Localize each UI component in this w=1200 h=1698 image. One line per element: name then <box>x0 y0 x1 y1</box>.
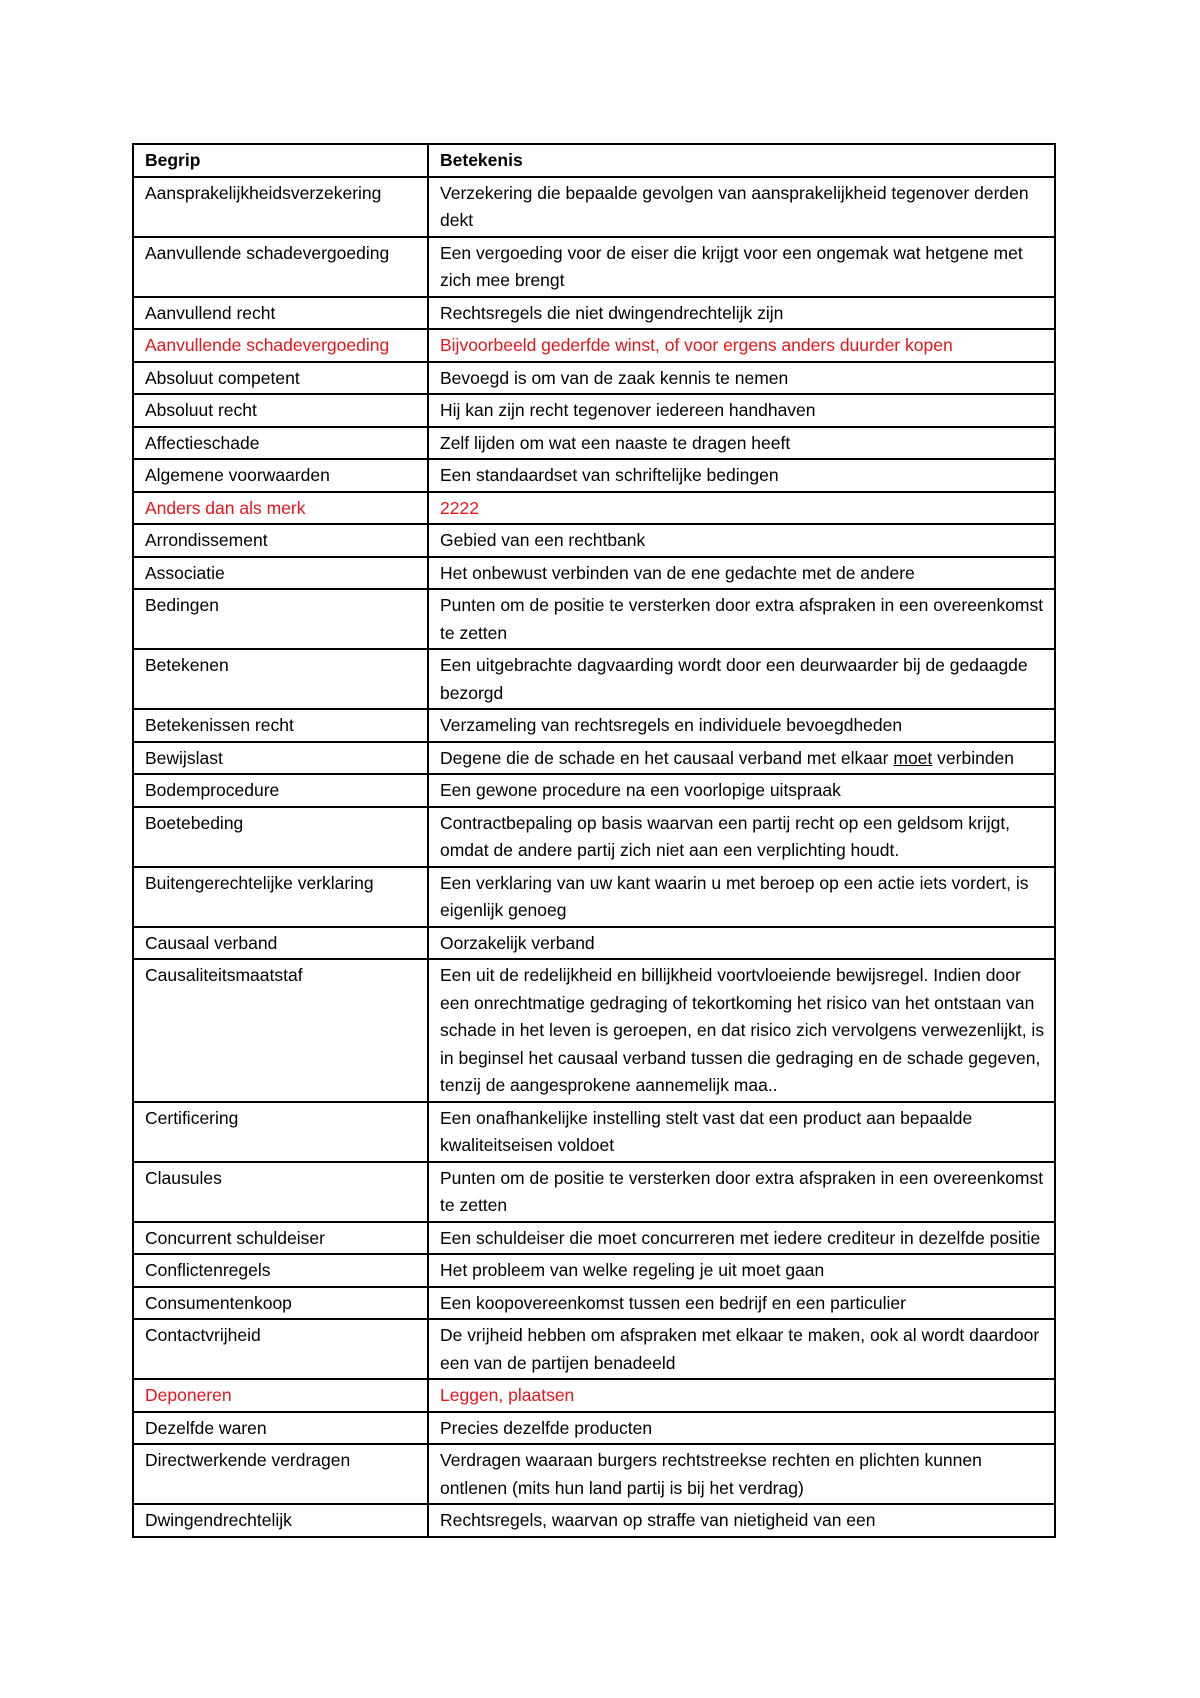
term-cell: Certificering <box>133 1102 428 1162</box>
definition-cell: Een uitgebrachte dagvaarding wordt door een deurwaarder bij de gedaagde bezorgd <box>428 649 1055 709</box>
definition-cell: Een standaardset van schriftelijke bedingen <box>428 459 1055 492</box>
term-cell: Associatie <box>133 557 428 590</box>
table-row <box>133 1162 1055 1222</box>
table-row <box>133 1287 1055 1320</box>
term-cell: Causaal verband <box>133 927 428 960</box>
term-cell: Arrondissement <box>133 524 428 557</box>
table-row-highlighted <box>133 329 1055 362</box>
term-cell: Bewijslast <box>133 742 428 775</box>
term-cell: Affectieschade <box>133 427 428 460</box>
header-betekenis: Betekenis <box>428 144 1055 177</box>
term-cell: Boetebeding <box>133 807 428 867</box>
table-row <box>133 1412 1055 1445</box>
definition-cell: Een schuldeiser die moet concurreren met iedere crediteur in dezelfde positie <box>428 1222 1055 1255</box>
definition-cell: Oorzakelijk verband <box>428 927 1055 960</box>
term-cell: Aansprakelijkheidsverzekering <box>133 177 428 237</box>
definition-cell: Precies dezelfde producten <box>428 1412 1055 1445</box>
table-row <box>133 1319 1055 1379</box>
underlined-word: moet <box>893 747 933 768</box>
table-row <box>133 807 1055 867</box>
term-cell: Aanvullende schadevergoeding <box>133 237 428 297</box>
term-cell: Conflictenregels <box>133 1254 428 1287</box>
definition-cell: Rechtsregels die niet dwingendrechtelijk zijn <box>428 297 1055 330</box>
table-row <box>133 1102 1055 1162</box>
definition-cell: Een onafhankelijke instelling stelt vast dat een product aan bepaalde kwaliteitseisen voldoet <box>428 1102 1055 1162</box>
definition-cell: Het probleem van welke regeling je uit moet gaan <box>428 1254 1055 1287</box>
term-cell: Buitengerechtelijke verklaring <box>133 867 428 927</box>
definition-cell: Een gewone procedure na een voorlopige uitspraak <box>428 774 1055 807</box>
definition-cell: Contractbepaling op basis waarvan een partij recht op een geldsom krijgt, omdat de andere partij zich niet aan een verplichting houdt. <box>428 807 1055 867</box>
table-row <box>133 1504 1055 1537</box>
table-row <box>133 1444 1055 1504</box>
term-cell: Aanvullend recht <box>133 297 428 330</box>
definition-cell: Leggen, plaatsen <box>428 1379 1055 1412</box>
term-cell: Aanvullende schadevergoeding <box>133 329 428 362</box>
table-row <box>133 1222 1055 1255</box>
table-row <box>133 177 1055 237</box>
definition-cell: Gebied van een rechtbank <box>428 524 1055 557</box>
term-cell: Anders dan als merk <box>133 492 428 525</box>
term-cell: Deponeren <box>133 1379 428 1412</box>
table-row <box>133 459 1055 492</box>
term-cell: Betekenen <box>133 649 428 709</box>
table-row <box>133 362 1055 395</box>
table-row <box>133 774 1055 807</box>
table-row <box>133 237 1055 297</box>
definition-cell: Het onbewust verbinden van de ene gedachte met de andere <box>428 557 1055 590</box>
definition-cell: Bevoegd is om van de zaak kennis te nemen <box>428 362 1055 395</box>
definition-text: Degene die de schade en het causaal verband met elkaar <box>440 747 889 768</box>
term-cell: Causaliteitsmaatstaf <box>133 959 428 1102</box>
term-cell: Betekenissen recht <box>133 709 428 742</box>
term-cell: Contactvrijheid <box>133 1319 428 1379</box>
table-row-highlighted <box>133 492 1055 525</box>
glossary-table <box>132 143 1056 1538</box>
table-row <box>133 524 1055 557</box>
table-row <box>133 427 1055 460</box>
table-row <box>133 867 1055 927</box>
term-cell: Concurrent schuldeiser <box>133 1222 428 1255</box>
table-row <box>133 1254 1055 1287</box>
definition-cell: Een koopovereenkomst tussen een bedrijf en een particulier <box>428 1287 1055 1320</box>
table-row <box>133 927 1055 960</box>
term-cell: Bodemprocedure <box>133 774 428 807</box>
definition-cell: Punten om de positie te versterken door extra afspraken in een overeenkomst te zetten <box>428 589 1055 649</box>
definition-cell <box>428 742 1055 775</box>
table-row <box>133 557 1055 590</box>
table-row <box>133 709 1055 742</box>
definition-cell: Rechtsregels, waarvan op straffe van nietigheid van een <box>428 1504 1055 1537</box>
term-cell: Dezelfde waren <box>133 1412 428 1445</box>
definition-cell: Bijvoorbeeld gederfde winst, of voor ergens anders duurder kopen <box>428 329 1055 362</box>
table-row <box>133 297 1055 330</box>
term-cell: Consumentenkoop <box>133 1287 428 1320</box>
definition-text-continued: verbinden <box>937 747 1015 768</box>
table-row <box>133 394 1055 427</box>
term-cell: Dwingendrechtelijk <box>133 1504 428 1537</box>
table-row <box>133 959 1055 1102</box>
definition-cell: Hij kan zijn recht tegenover iedereen handhaven <box>428 394 1055 427</box>
table-header-row <box>133 144 1055 177</box>
header-begrip: Begrip <box>133 144 428 177</box>
definition-cell: Zelf lijden om wat een naaste te dragen heeft <box>428 427 1055 460</box>
term-cell: Directwerkende verdragen <box>133 1444 428 1504</box>
table-row-highlighted <box>133 1379 1055 1412</box>
table-row <box>133 742 1055 775</box>
definition-cell: Een uit de redelijkheid en billijkheid voortvloeiende bewijsregel. Indien door een onrechtmatige gedraging of tekortkoming het risico van het ontstaan van schade in het leven is geroepen, en dat risico zich vervolgens verwezenlijkt, is in beginsel het causaal verband tussen die gedraging en de schade gegeven, tenzij de aangesprokene aannemelijk maa.. <box>428 959 1055 1102</box>
term-cell: Absoluut recht <box>133 394 428 427</box>
definition-cell: Verdragen waaraan burgers rechtstreekse rechten en plichten kunnen ontlenen (mits hun land partij is bij het verdrag) <box>428 1444 1055 1504</box>
definition-cell: Een vergoeding voor de eiser die krijgt voor een ongemak wat hetgene met zich mee brengt <box>428 237 1055 297</box>
definition-cell: Verzekering die bepaalde gevolgen van aansprakelijkheid tegenover derden dekt <box>428 177 1055 237</box>
term-cell: Algemene voorwaarden <box>133 459 428 492</box>
table-row <box>133 649 1055 709</box>
definition-cell: Een verklaring van uw kant waarin u met beroep op een actie iets vordert, is eigenlijk genoeg <box>428 867 1055 927</box>
term-cell: Bedingen <box>133 589 428 649</box>
definition-cell: De vrijheid hebben om afspraken met elkaar te maken, ook al wordt daardoor een van de partijen benadeeld <box>428 1319 1055 1379</box>
definition-cell: Verzameling van rechtsregels en individuele bevoegdheden <box>428 709 1055 742</box>
term-cell: Clausules <box>133 1162 428 1222</box>
term-cell: Absoluut competent <box>133 362 428 395</box>
definition-cell: 2222 <box>428 492 1055 525</box>
definition-cell: Punten om de positie te versterken door extra afspraken in een overeenkomst te zetten <box>428 1162 1055 1222</box>
table-row <box>133 589 1055 649</box>
